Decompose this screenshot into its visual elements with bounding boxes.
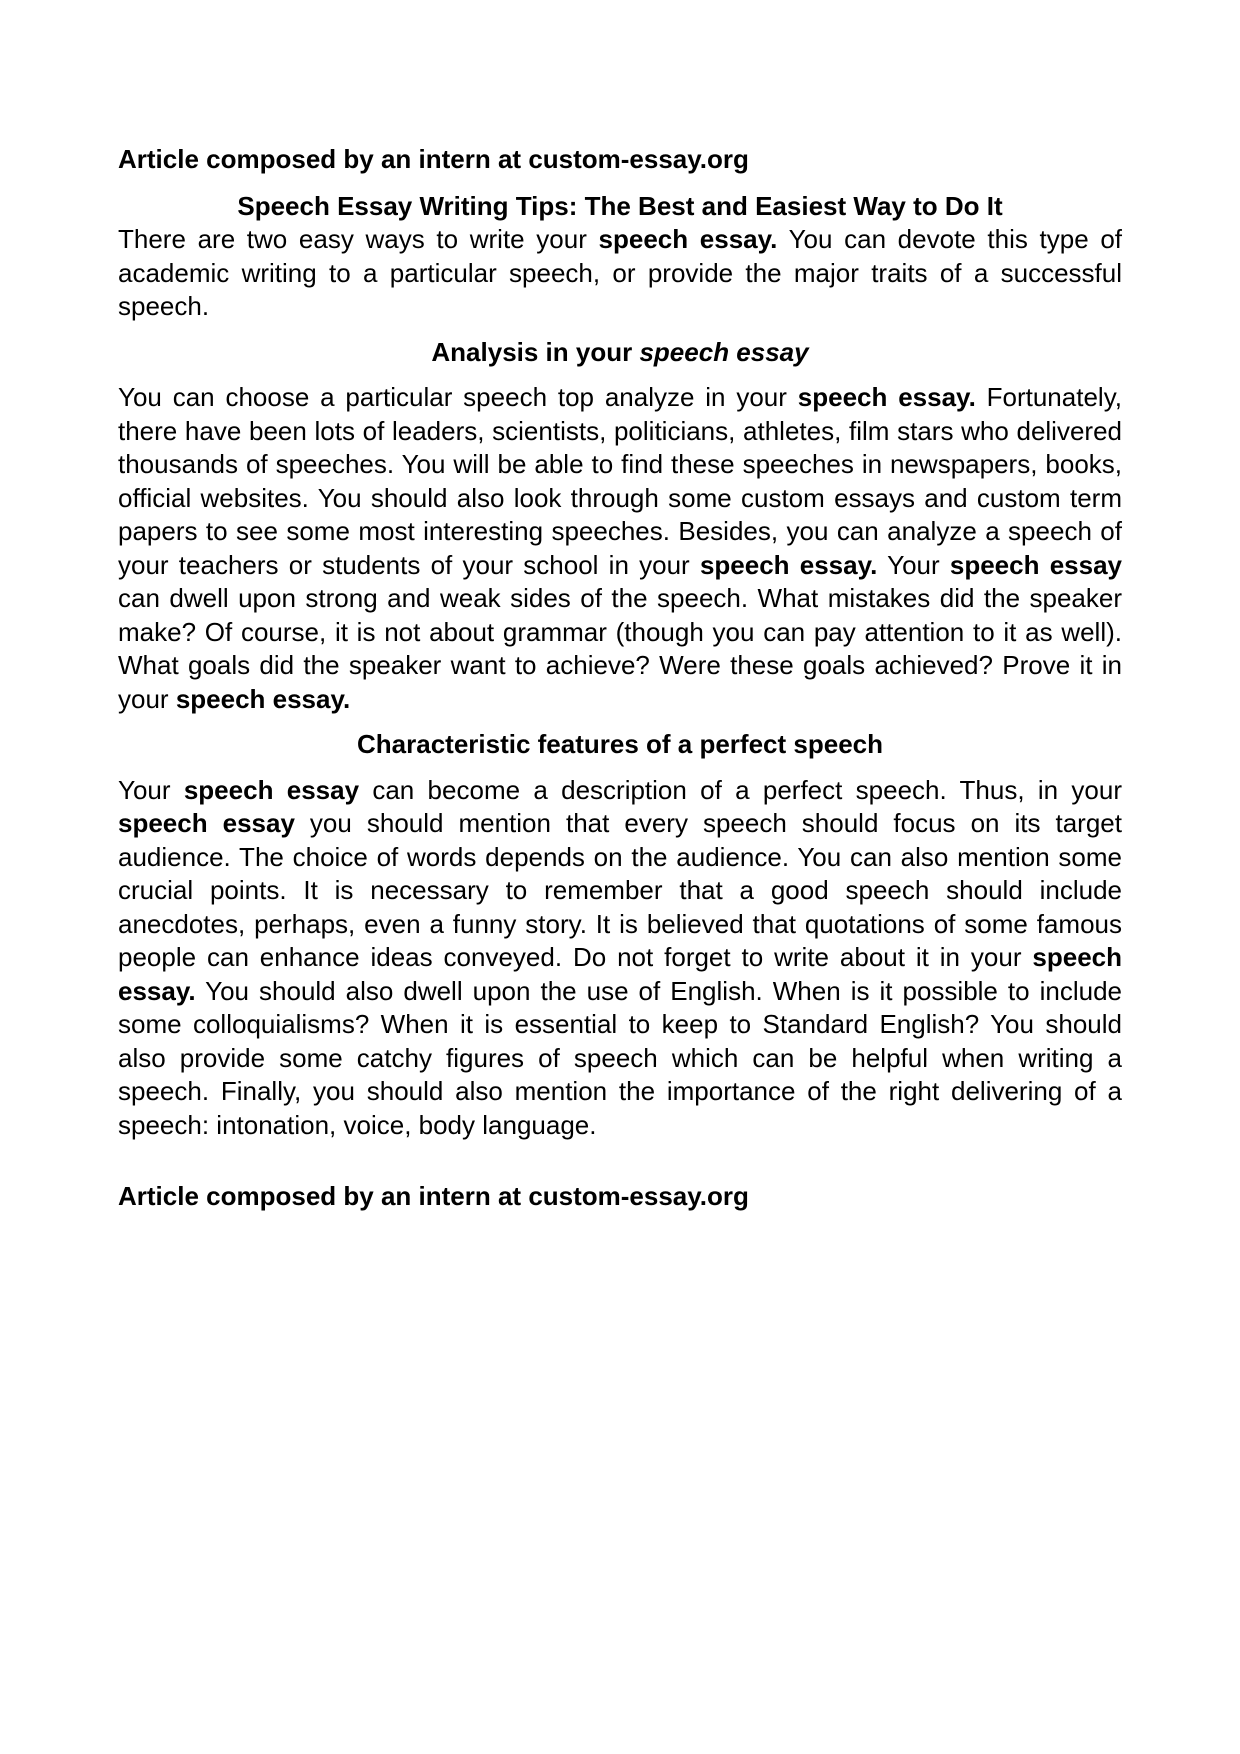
intro-keyword-1: speech essay.: [598, 224, 778, 254]
credit-line-top: Article composed by an intern at custom-essay.org: [118, 144, 749, 174]
intro-paragraph: [118, 223, 1122, 324]
analysis-text-2: Fortunately, there have been lots of leaders, scientists, politicians, athletes, film stars who delivered thousands of speeches. You will be able to find these speeches in newspapers, books, official websites. You should also look through some custom essays and custom term papers to see some most interesting speeches. Besides, you can analyze a speech of your teachers or students of your school in your: [118, 382, 1122, 580]
analysis-paragraph: [118, 381, 1122, 716]
features-keyword-2: speech essay: [118, 808, 295, 838]
analysis-text-4: can dwell upon strong and weak sides of the speech. What mistakes did the speaker make? Of course, it is not about grammar (though you can pay attention to it as well). What goals did the speaker want to achieve? Were these goals achieved? Prove it in your: [118, 583, 1122, 714]
features-keyword-3: speech essay.: [118, 942, 1122, 1006]
analysis-keyword-1: speech essay.: [797, 382, 976, 412]
features-paragraph: [118, 774, 1122, 1143]
features-keyword-1: speech essay: [183, 774, 360, 805]
analysis-keyword-2: speech essay.: [699, 549, 878, 580]
analysis-keyword-3: speech essay: [949, 549, 1122, 580]
paragraph-spacer: [118, 1142, 1122, 1180]
features-text-3: you should mention that every speech should focus on its target audience. The choice of words depends on the audience. You can also mention some crucial points. It is necessary to remember that a good speech should include anecdotes, perhaps, even a funny story. It is believed that quotations of some famous people can enhance ideas conveyed. Do not forget to write about it in your: [118, 808, 1122, 972]
section-heading-analysis-italic: speech essay: [639, 336, 809, 367]
intro-text-2: You can devote this type of academic writing to a particular speech, or provide the major traits of a successful speech.: [118, 224, 1123, 321]
features-text-1: Your: [118, 774, 184, 805]
section-heading-features: Characteristic features of a perfect speech: [357, 729, 883, 759]
intro-text-1: There are two easy ways to write your: [118, 224, 599, 254]
analysis-text-1: You can choose a particular speech top analyze in your: [118, 382, 798, 412]
section-heading-analysis: [118, 336, 1122, 370]
article-title: Speech Essay Writing Tips: The Best and Easiest Way to Do It: [237, 190, 1003, 221]
features-text-2: can become a description of a perfect speech. Thus, in your: [359, 774, 1122, 805]
features-text-4: You should also dwell upon the use of English. When is it possible to include some colloquialisms? When it is essential to keep to Standard English? You should also provide some catchy figures of speech which can be helpful when writing a speech. Finally, you should also mention the importance of the right delivering of a speech: intonation, voice, body language.: [118, 975, 1122, 1140]
article-body: [118, 143, 1122, 1214]
section-heading-analysis-text: Analysis in your: [431, 336, 640, 367]
analysis-text-3: Your: [877, 549, 950, 580]
analysis-keyword-4: speech essay.: [175, 683, 351, 714]
credit-line-bottom: Article composed by an intern at custom-essay.org: [118, 1181, 749, 1211]
